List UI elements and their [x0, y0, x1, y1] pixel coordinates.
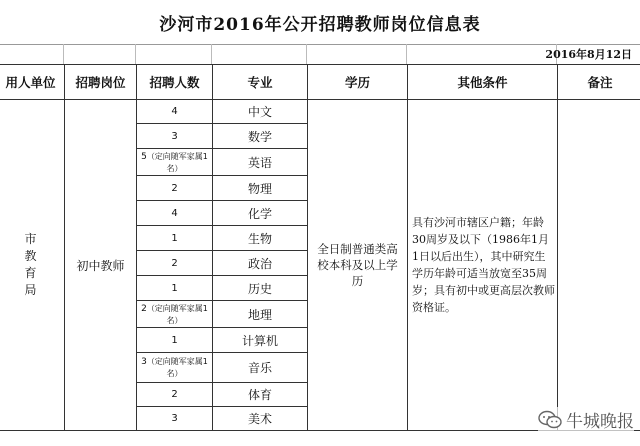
count-note: （定向随军家属1名） [146, 303, 208, 325]
count-cell [137, 301, 213, 328]
count-note: （定向随军家属1名） [146, 357, 208, 378]
subject-cell: 数学 [213, 124, 308, 149]
count-note: （定向随军家属1名） [146, 151, 208, 173]
header-position: 招聘岗位 [65, 65, 137, 100]
count-cell: 2 [137, 251, 213, 276]
count-cell: 4 [137, 201, 213, 226]
subject-cell: 体育 [213, 383, 308, 407]
date-label: 2016年8月12日 [545, 48, 632, 61]
subject-cell: 物理 [213, 176, 308, 201]
count-value: 5 [141, 151, 147, 162]
count-value: 3 [141, 357, 147, 367]
subject-cell: 政治 [213, 251, 308, 276]
date-row [0, 44, 640, 65]
subject-cell: 音乐 [213, 353, 308, 383]
table-row [0, 100, 640, 124]
education-cell: 全日制普通类高校本科及以上学历 [308, 100, 408, 431]
watermark-text: 牛城晚报 [566, 412, 634, 432]
subject-cell: 计算机 [213, 328, 308, 353]
header-employer: 用人单位 [0, 65, 65, 100]
subject-cell: 生物 [213, 226, 308, 251]
subject-cell: 历史 [213, 276, 308, 301]
header-subject: 专业 [213, 65, 308, 100]
conditions-cell: 具有沙河市辖区户籍；年龄30周岁及以下（1986年1月1日以后出生），其中研究生学历年龄可适当放宽至35周岁；具有初中或更高层次教师资格证。 [408, 100, 558, 431]
header-count: 招聘人数 [137, 65, 213, 100]
remarks-cell [558, 100, 640, 431]
count-cell: 2 [137, 383, 213, 407]
employer-text: 市教育局 [24, 232, 37, 297]
positions-table [0, 64, 640, 431]
subject-cell: 英语 [213, 149, 308, 176]
subject-cell: 中文 [213, 100, 308, 124]
employer-cell [0, 100, 65, 431]
page-title: 沙河市2016年公开招聘教师岗位信息表 [0, 0, 640, 45]
count-cell: 1 [137, 226, 213, 251]
header-remarks: 备注 [558, 65, 640, 100]
count-cell: 3 [137, 407, 213, 431]
count-cell [137, 353, 213, 383]
header-conditions: 其他条件 [408, 65, 558, 100]
header-row [0, 65, 640, 100]
subject-cell: 美术 [213, 407, 308, 431]
count-cell: 3 [137, 124, 213, 149]
count-cell: 1 [137, 328, 213, 353]
watermark [538, 407, 634, 432]
subject-cell: 化学 [213, 201, 308, 226]
subject-cell: 地理 [213, 301, 308, 328]
count-value: 2 [141, 303, 147, 314]
header-education: 学历 [308, 65, 408, 100]
position-cell: 初中教师 [65, 100, 137, 431]
wechat-icon [538, 410, 562, 430]
count-cell: 1 [137, 276, 213, 301]
count-cell: 4 [137, 100, 213, 124]
count-cell: 2 [137, 176, 213, 201]
count-cell [137, 149, 213, 176]
